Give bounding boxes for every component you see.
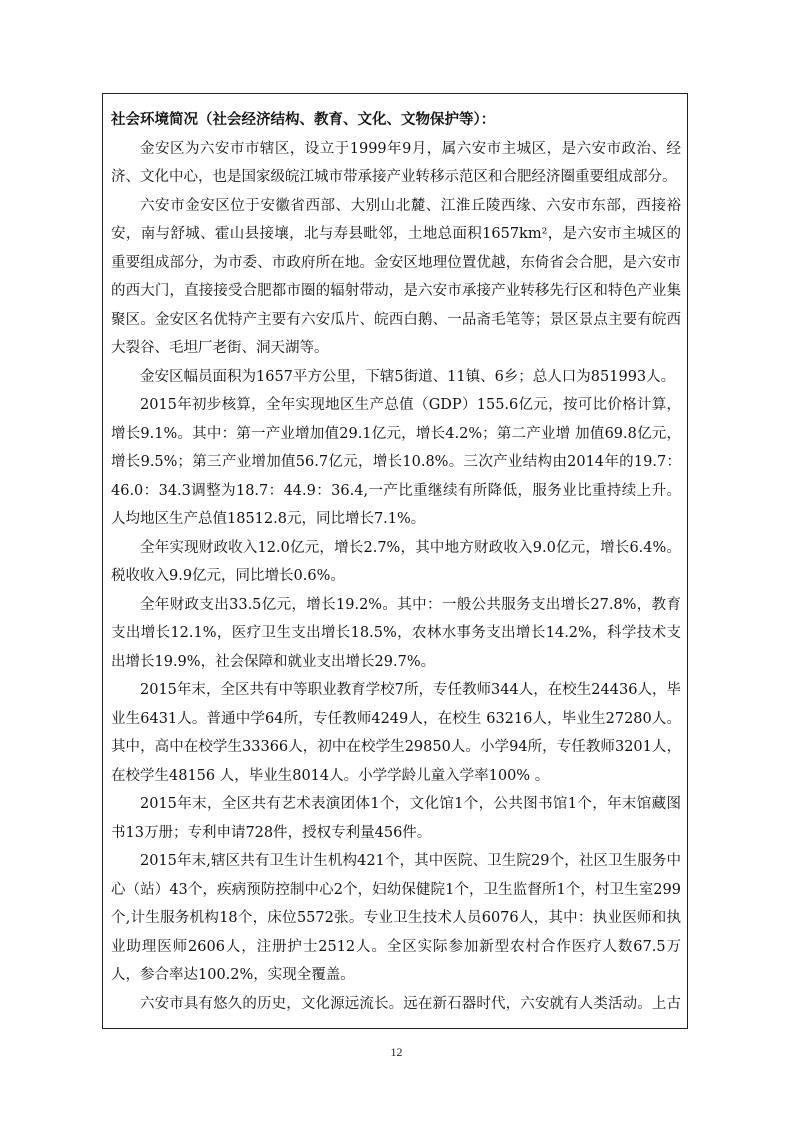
section-heading: 社会环境简况（社会经济结构、教育、文化、文物保护等）：	[111, 111, 496, 128]
frame-content	[111, 106, 681, 1022]
paragraph-fiscal-expenditure: 全年财政支出33.5亿元，增长19.2%。其中：一般公共服务支出增长27.8%，教育支出增长12.1%，医疗卫生支出增长18.5%，农林水事务支出增长14.2%，科学技术支出增长19.9%，社会保障和就业支出增长29.7%。	[111, 596, 681, 670]
paragraph-area-population: 金安区幅员面积为1657平方公里，下辖5街道、11镇、6乡；总人口为851993人。	[140, 368, 676, 385]
paragraph-education: 2015年末，全区共有中等职业教育学校7所，专任教师344人，在校生24436人，毕业生6431人。普通中学64所，专任教师4249人，在校生 63216人，毕业生27280人。其中，高中在校学生33366人，初中在校学生29850人。小学94所，专任教师3201人，在校学生48156 人，毕业生8014人。小学学龄儿童入学率100% 。	[111, 682, 681, 784]
paragraph-history: 六安市具有悠久的历史，文化源远流长。远在新石器时代，六安就有人类活动。上古	[140, 995, 681, 1012]
paragraph-culture: 2015年末，全区共有艺术表演团体1个，文化馆1个，公共图书馆1个，年末馆藏图书13万册；专利申请728件，授权专利量456件。	[111, 796, 681, 841]
paragraph-health: 2015年末,辖区共有卫生计生机构421个，其中医院、卫生院29个，社区卫生服务中心（站）43个，疾病预防控制中心2个，妇幼保健院1个，卫生监督所1个，村卫生室299个,计生服务机构18个，床位5572张。专业卫生技术人员6076人，其中：执业医师和执业助理医师2606人，注册护士2512人。全区实际参加新型农村合作医疗人数67.5万人，参合率达100.2%，实现全覆盖。	[111, 853, 681, 983]
paragraph-fiscal-revenue: 全年实现财政收入12.0亿元，增长2.7%，其中地方财政收入9.0亿元，增长6.4%。税收收入9.9亿元，同比增长0.6%。	[111, 539, 681, 584]
paragraph-district-overview: 金安区为六安市市辖区，设立于1999年9月，属六安市主城区，是六安市政治、经济、文化中心，也是国家级皖江城市带承接产业转移示范区和合肥经济圈重要组成部分。	[111, 140, 681, 185]
content-frame	[102, 93, 688, 1029]
page-number: 12	[390, 1045, 403, 1059]
paragraph-geography: 六安市金安区位于安徽省西部、大别山北麓、江淮丘陵西缘、六安市东部，西接裕安，南与舒城、霍山县接壤，北与寿县毗邻，土地总面积1657km²，是六安市主城区的重要组成部分，为市委、市政府所在地。金安区地理位置优越，东倚省会合肥，是六安市的西大门，直接接受合肥都市圈的辐射带动，是六安市承接产业转移先行区和特色产业集聚区。金安区名优特产主要有六安瓜片、皖西白鹅、一品斋毛笔等；景区景点主要有皖西大裂谷、毛坦厂老街、洞天湖等。	[111, 197, 681, 356]
paragraph-gdp: 2015年初步核算，全年实现地区生产总值（GDP）155.6亿元，按可比价格计算，增长9.1%。其中：第一产业增加值29.1亿元，增长4.2%；第二产业增 加值69.8亿元，增长9.5%；第三产业增加值56.7亿元，增长10.8%。三次产业结构由2014年的19.7：46.0：34.3调整为18.7：44.9：36.4,一产比重继续有所降低，服务业比重持续上升。人均地区生产总值18512.8元，同比增长7.1%。	[111, 397, 681, 527]
